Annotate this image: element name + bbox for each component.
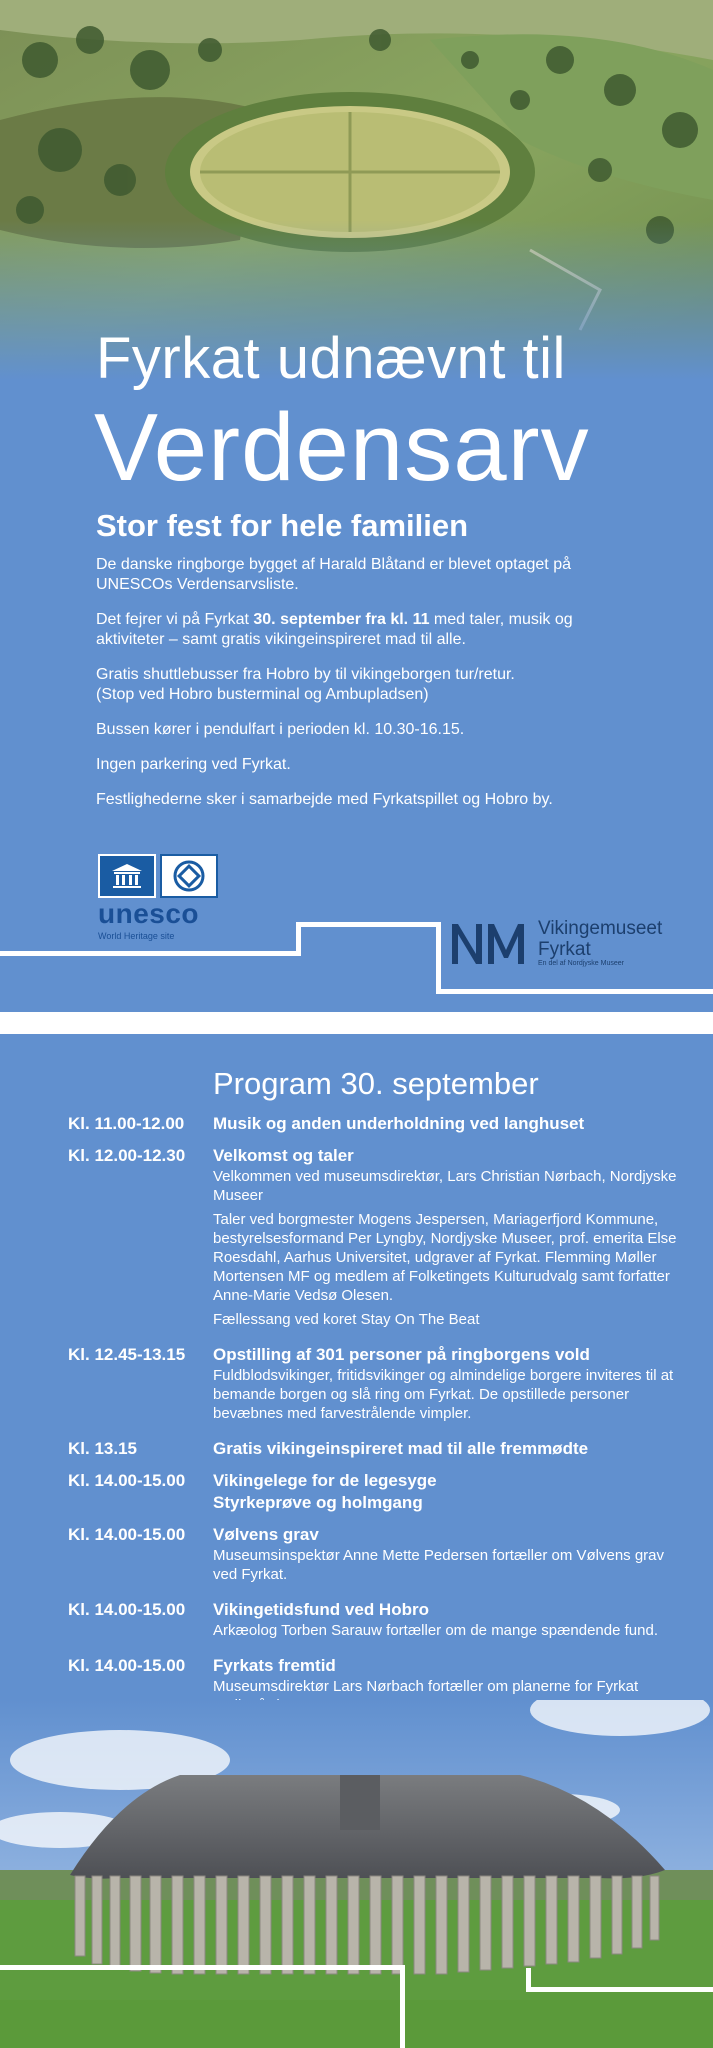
program-item-time: Kl. 12.00-12.30: [68, 1146, 186, 1165]
program-item-content: [213, 1599, 678, 1645]
intro-p3-line2: (Stop ved Hobro busterminal og Ambupladsen): [96, 686, 429, 703]
program-item-content: [213, 1344, 678, 1428]
frame-line-bottom-step: [400, 1965, 405, 2048]
museum-name-line1: Vikingemuseet: [538, 918, 663, 939]
frame-line-bottom-right: [526, 1987, 713, 1992]
program-item-description: Velkommen ved museumsdirektør, Lars Christian Nørbach, Nordjyske Museer: [213, 1168, 677, 1204]
program-item-content: [213, 1524, 678, 1589]
longhouse-photo: [0, 1700, 713, 2048]
program-item-heading: Vikingetidsfund ved Hobro: [213, 1600, 429, 1619]
program-item-heading: Vølvens grav: [213, 1525, 319, 1544]
intro-p2-start: Det fejrer vi på Fyrkat: [96, 611, 254, 628]
program-item-content: [213, 1145, 678, 1334]
program-item-heading: Velkomst og taler: [213, 1146, 354, 1165]
program-item-description: Fuldblodsvikinger, fritidsvikinger og almindelige borgere inviteres til at bemande borgen og slå ring om Fyrkat. De opstillede personer bevæbnes med farvestrålende vimpler.: [213, 1367, 674, 1422]
section-divider: [0, 1012, 713, 1034]
intro-paragraph-6: Festlighederne sker i samarbejde med Fyrkatspillet og Hobro by.: [96, 791, 553, 808]
program-item-content: [213, 1113, 678, 1135]
program-item-time: Kl. 14.00-15.00: [68, 1600, 186, 1619]
program-item-time: Kl. 14.00-15.00: [68, 1471, 186, 1490]
intro-paragraph-3: [96, 665, 616, 705]
program-item: [68, 1470, 678, 1514]
world-heritage-emblem-icon: [160, 854, 218, 898]
program-list: [68, 1113, 678, 1730]
temple-icon: [98, 854, 156, 898]
intro-p3-line1: Gratis shuttlebusser fra Hobro by til vikingeborgen tur/retur.: [96, 666, 515, 683]
intro-p2-end: med taler, musik og aktiviteter – samt gratis vikingeinspireret mad til alle.: [96, 611, 573, 648]
vikingemuseet-fyrkat-logo: [448, 918, 662, 967]
intro-text: [96, 555, 616, 825]
program-item: [68, 1113, 678, 1135]
program-item-content: [213, 1470, 678, 1514]
program-item-heading: Gratis vikingeinspireret mad til alle fremmødte: [213, 1439, 589, 1458]
program-item-description: Museumsdirektør Lars Nørbach fortæller om planerne for Fyrkat: [213, 1678, 639, 1695]
intro-p2-date: 30. september fra kl. 11: [253, 611, 430, 628]
aerial-photo-ring-fortress: [0, 0, 713, 380]
program-item-heading: Opstilling af 301 personer på ringborgens vold: [213, 1345, 590, 1364]
program-item-time: Kl. 12.45-13.15: [68, 1345, 186, 1364]
program-item-description: Taler ved borgmester Mogens Jespersen, Mariagerfjord Kommune, bestyrelsesformand Per Lyngby, Nordjyske Museer, prof. emerita Else Roesdahl, Aarhus Universitet, udgraver af Fyrkat. Flemming Møller Mortensen MF og medlem af Folketingets Kulturudvalg samt forfatter Anne-Marie Vedsø Olesen.: [213, 1211, 677, 1304]
title-line-1: Fyrkat udnævnt til: [96, 326, 566, 391]
frame-line-bottom-left: [0, 1965, 405, 1970]
program-item-description: Arkæolog Torben Sarauw fortæller om de mange spændende fund.: [213, 1622, 658, 1639]
frame-line-right: [436, 989, 713, 994]
title-line-2: Verdensarv: [94, 394, 590, 501]
program-item: [68, 1524, 678, 1589]
intro-paragraph-2: [96, 610, 616, 650]
frame-line-drop: [436, 922, 441, 994]
program-item-heading: Musik og anden underholdning ved langhuset: [213, 1114, 585, 1133]
program-item: [68, 1438, 678, 1460]
intro-paragraph-5: Ingen parkering ved Fyrkat.: [96, 756, 291, 773]
intro-paragraph-1: De danske ringborge bygget af Harald Blåtand er blevet optaget på UNESCOs Verdensarvsliste.: [96, 556, 571, 593]
program-item: [68, 1599, 678, 1645]
museum-name-line2: Fyrkat: [538, 939, 591, 960]
frame-line-left: [0, 951, 300, 956]
program-title: Program 30. september: [213, 1066, 539, 1101]
intro-paragraph-4: Bussen kører i pendulfart i perioden kl. 10.30-16.15.: [96, 721, 465, 738]
program-item: [68, 1145, 678, 1334]
unesco-wordmark: unesco: [98, 898, 200, 929]
program-item-time: Kl. 14.00-15.00: [68, 1525, 186, 1544]
unesco-subtitle: World Heritage site: [98, 931, 175, 941]
frame-line-mid: [296, 922, 440, 927]
program-item-time: Kl. 14.00-15.00: [68, 1656, 186, 1675]
subtitle: Stor fest for hele familien: [96, 508, 469, 543]
unesco-logo: [98, 854, 218, 941]
program-item-time: Kl. 13.15: [68, 1439, 137, 1458]
museum-tagline: En del af Nordjyske Museer: [538, 960, 624, 967]
program-item-time: Kl. 11.00-12.00: [68, 1114, 185, 1133]
program-item-heading: Fyrkats fremtid: [213, 1656, 336, 1675]
program-item-description: Museumsinspektør Anne Mette Pedersen fortæller om Vølvens grav ved Fyrkat.: [213, 1547, 665, 1583]
program-item: [68, 1344, 678, 1428]
program-item-description: Fællessang ved koret Stay On The Beat: [213, 1311, 480, 1328]
nm-monogram-icon: [448, 920, 530, 966]
program-item-heading: Vikingelege for de legesyge Styrkeprøve og holmgang: [213, 1471, 437, 1512]
program-item-content: [213, 1438, 678, 1460]
frame-line-step: [296, 922, 301, 956]
